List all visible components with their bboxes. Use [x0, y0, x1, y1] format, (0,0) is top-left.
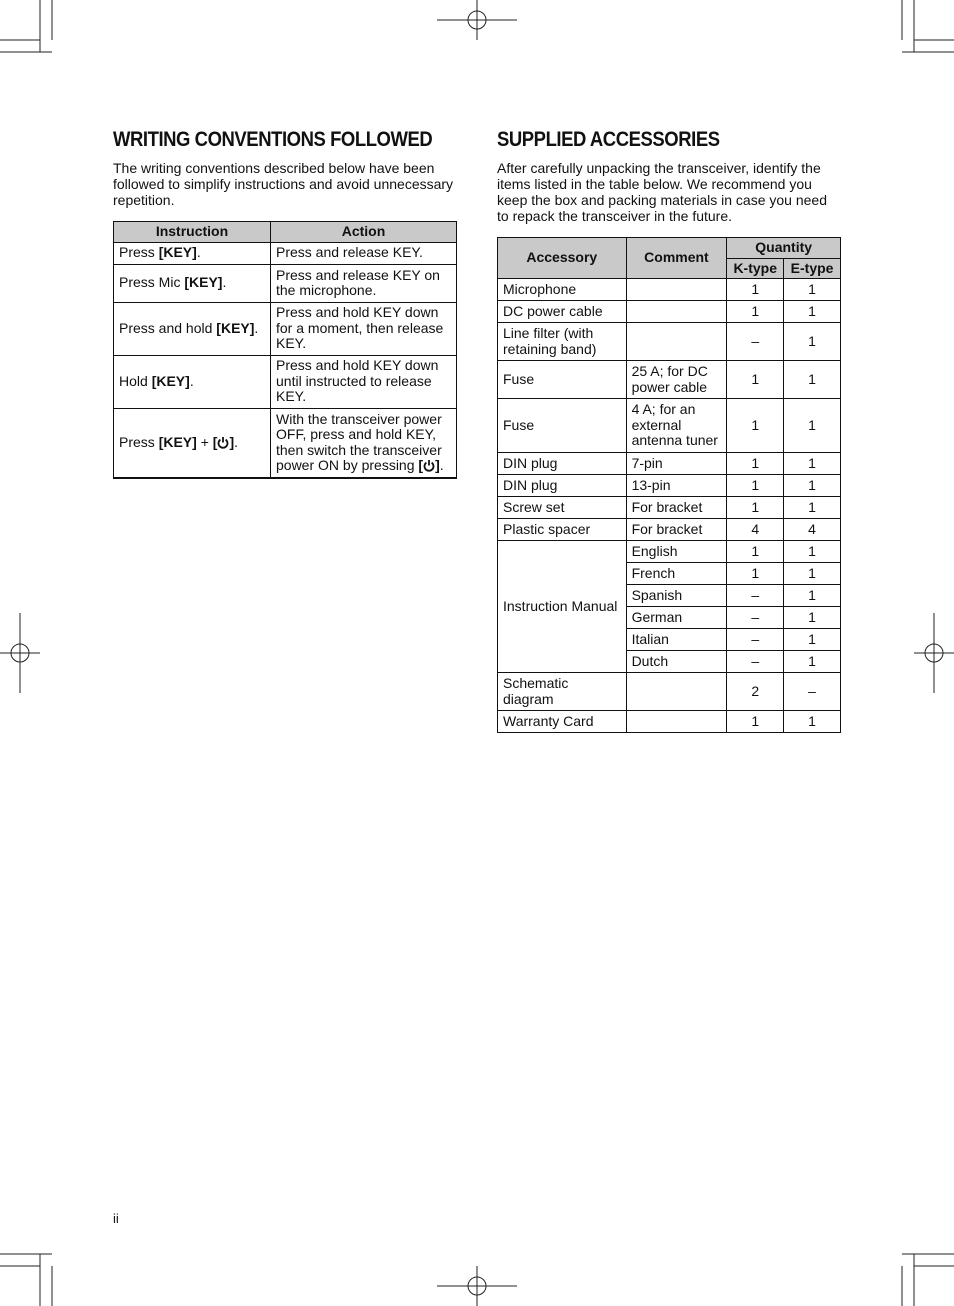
writing-conventions-table [113, 221, 457, 479]
e-type-qty-cell: 4 [784, 519, 841, 541]
accessory-cell: Line filter (with retaining band) [498, 323, 627, 361]
e-type-qty-cell: 1 [784, 629, 841, 651]
instruction-cell: Press [KEY] + [ ]. [114, 408, 271, 478]
instruction-cell: Press [KEY]. [114, 242, 271, 264]
k-type-qty-cell: 4 [727, 519, 784, 541]
comment-cell: Spanish [626, 585, 727, 607]
supplied-accessories-title: SUPPLIED ACCESSORIES [497, 128, 720, 151]
accessory-header: Accessory [498, 238, 627, 279]
e-type-qty-cell: 1 [784, 607, 841, 629]
e-type-qty-cell: 1 [784, 475, 841, 497]
table-row [498, 361, 841, 399]
comment-cell: 25 A; for DC power cable [626, 361, 727, 399]
comment-header: Comment [626, 238, 727, 279]
e-type-qty-cell: 1 [784, 453, 841, 475]
accessory-cell: Warranty Card [498, 711, 627, 733]
k-type-qty-cell: – [727, 323, 784, 361]
table-row [498, 399, 841, 453]
comment-cell [626, 301, 727, 323]
e-type-qty-cell: 1 [784, 361, 841, 399]
accessory-cell: Microphone [498, 279, 627, 301]
comment-cell [626, 711, 727, 733]
table-row [498, 475, 841, 497]
table-row [498, 279, 841, 301]
table-row [498, 541, 841, 563]
k-type-qty-cell: 2 [727, 673, 784, 711]
quantity-header: Quantity [727, 238, 841, 259]
table-row [498, 453, 841, 475]
table-header-row [498, 238, 841, 259]
instruction-cell: Press Mic [KEY]. [114, 264, 271, 302]
writing-conventions-intro: The writing conventions described below have been followed to simplify instructions and avoid unnecessary repetition. [113, 160, 454, 208]
instruction-header: Instruction [114, 222, 271, 243]
k-type-qty-cell: 1 [727, 563, 784, 585]
action-cell: Press and release KEY on the microphone. [271, 264, 457, 302]
accessory-cell: Schematic diagram [498, 673, 627, 711]
e-type-qty-cell: 1 [784, 399, 841, 453]
comment-cell: 13-pin [626, 475, 727, 497]
action-header: Action [271, 222, 457, 243]
k-type-qty-cell: 1 [727, 541, 784, 563]
k-type-header: K-type [727, 258, 784, 279]
k-type-qty-cell: – [727, 607, 784, 629]
e-type-qty-cell: 1 [784, 585, 841, 607]
accessory-cell: Instruction Manual [498, 541, 627, 673]
comment-cell: French [626, 563, 727, 585]
k-type-qty-cell: 1 [727, 399, 784, 453]
e-type-qty-cell: 1 [784, 563, 841, 585]
comment-cell [626, 673, 727, 711]
e-type-qty-cell: 1 [784, 711, 841, 733]
k-type-qty-cell: 1 [727, 361, 784, 399]
k-type-qty-cell: 1 [727, 453, 784, 475]
comment-cell: 4 A; for an external antenna tuner [626, 399, 727, 453]
accessory-cell: DIN plug [498, 475, 627, 497]
table-row [114, 242, 457, 264]
k-type-qty-cell: – [727, 651, 784, 673]
table-row [114, 264, 457, 302]
comment-cell [626, 323, 727, 361]
comment-cell: English [626, 541, 727, 563]
table-row [498, 711, 841, 733]
accessory-cell: Screw set [498, 497, 627, 519]
comment-cell: 7-pin [626, 453, 727, 475]
comment-cell [626, 279, 727, 301]
k-type-qty-cell: – [727, 629, 784, 651]
comment-cell: For bracket [626, 497, 727, 519]
page-number: ii [113, 1211, 119, 1226]
power-icon [217, 436, 229, 449]
action-cell: Press and hold KEY down for a moment, then release KEY. [271, 302, 457, 355]
e-type-qty-cell: 1 [784, 301, 841, 323]
power-icon [423, 459, 435, 472]
instruction-cell: Press and hold [KEY]. [114, 302, 271, 355]
accessory-cell: DC power cable [498, 301, 627, 323]
e-type-qty-cell: 1 [784, 279, 841, 301]
supplied-accessories-section [497, 128, 841, 733]
k-type-qty-cell: 1 [727, 279, 784, 301]
table-row [498, 519, 841, 541]
e-type-qty-cell: 1 [784, 497, 841, 519]
table-row [114, 302, 457, 355]
table-row [114, 355, 457, 408]
k-type-qty-cell: 1 [727, 301, 784, 323]
accessories-table [497, 237, 841, 733]
e-type-qty-cell: 1 [784, 323, 841, 361]
comment-cell: For bracket [626, 519, 727, 541]
comment-cell: German [626, 607, 727, 629]
comment-cell: Italian [626, 629, 727, 651]
comment-cell: Dutch [626, 651, 727, 673]
e-type-header: E-type [784, 258, 841, 279]
table-row [498, 497, 841, 519]
action-cell: With the transceiver power OFF, press and hold KEY, then switch the transceiver power ON by pressing [ ]. [271, 408, 457, 478]
table-row [498, 301, 841, 323]
action-cell: Press and release KEY. [271, 242, 457, 264]
instruction-cell: Hold [KEY]. [114, 355, 271, 408]
k-type-qty-cell: 1 [727, 475, 784, 497]
accessory-cell: Plastic spacer [498, 519, 627, 541]
writing-conventions-section [113, 128, 457, 479]
table-row [498, 323, 841, 361]
table-row [114, 408, 457, 478]
accessory-cell: Fuse [498, 361, 627, 399]
k-type-qty-cell: 1 [727, 497, 784, 519]
table-row [498, 673, 841, 711]
supplied-accessories-intro: After carefully unpacking the transceiver, identify the items listed in the table below. We recommend you keep the box and packing materials in case you need to repack the transceiver in the future. [497, 160, 827, 224]
table-header-row [114, 222, 457, 243]
action-cell: Press and hold KEY down until instructed to release KEY. [271, 355, 457, 408]
e-type-qty-cell: 1 [784, 541, 841, 563]
accessory-cell: DIN plug [498, 453, 627, 475]
k-type-qty-cell: 1 [727, 711, 784, 733]
k-type-qty-cell: – [727, 585, 784, 607]
e-type-qty-cell: – [784, 673, 841, 711]
accessory-cell: Fuse [498, 399, 627, 453]
writing-conventions-title: WRITING CONVENTIONS FOLLOWED [113, 128, 433, 151]
e-type-qty-cell: 1 [784, 651, 841, 673]
